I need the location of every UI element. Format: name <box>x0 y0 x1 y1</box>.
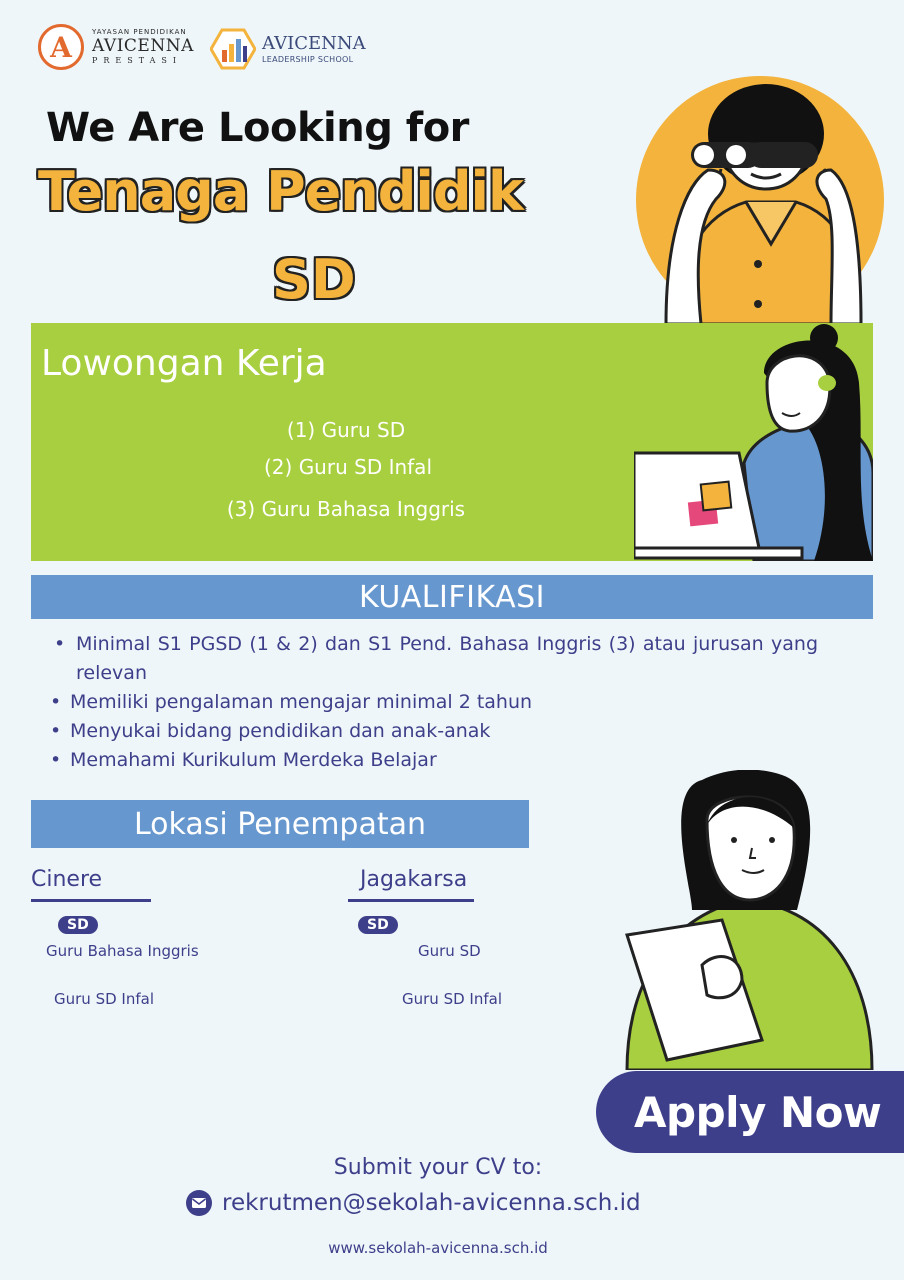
apply-now-button[interactable] <box>596 1071 904 1153</box>
laptop-woman-illustration <box>634 323 873 561</box>
lokasi-title: Lokasi Penempatan <box>133 806 427 842</box>
location-name-cinere: Cinere <box>31 867 103 892</box>
location-job-item: Guru Bahasa Inggris <box>46 942 199 960</box>
logo-school-sub: LEADERSHIP SCHOOL <box>262 54 354 64</box>
location-underline <box>31 899 151 902</box>
headline-line2: Tenaga Pendidik <box>38 160 523 223</box>
list-item: • Menyukai bidang pendidikan dan anak-anak <box>48 717 818 746</box>
position-item: (3) Guru Bahasa Inggris <box>226 497 466 521</box>
headline-line3: SD <box>272 248 356 311</box>
logo-yayasan-main: AVICENNA <box>92 36 194 56</box>
position-item: (2) Guru SD Infal <box>264 455 432 479</box>
list-item: • Minimal S1 PGSD (1 & 2) dan S1 Pend. Bahasa Inggris (3) atau jurusan yang relevan <box>48 630 818 688</box>
location-name-jagakarsa: Jagakarsa <box>360 867 468 892</box>
kualifikasi-header <box>31 575 873 619</box>
avicenna-a-logo-icon: A <box>38 24 84 70</box>
school-logo <box>210 28 366 70</box>
email-row[interactable] <box>186 1190 641 1216</box>
logo-yayasan-bottom: PRESTASI <box>92 56 183 65</box>
apply-now-label: Apply Now <box>634 1087 882 1137</box>
location-job-item: Guru SD Infal <box>54 990 154 1008</box>
submit-cv-text: Submit your CV to: <box>333 1155 543 1180</box>
list-item: • Memiliki pengalaman mengajar minimal 2 tahun <box>48 688 818 717</box>
envelope-icon <box>186 1190 212 1216</box>
kualifikasi-list <box>48 630 818 775</box>
lowongan-title: Lowongan Kerja <box>41 343 327 384</box>
list-item: • Memahami Kurikulum Merdeka Belajar <box>48 746 818 775</box>
location-job-item: Guru SD Infal <box>402 990 502 1008</box>
website-link[interactable]: www.sekolah-avicenna.sch.id <box>328 1239 548 1257</box>
bar-chart-hexagon-icon <box>210 28 256 70</box>
kualifikasi-title: KUALIFIKASI <box>358 579 546 615</box>
headline-line1: We Are Looking for <box>46 105 469 151</box>
logo-yayasan-top: YAYASAN PENDIDIKAN <box>92 28 187 36</box>
lokasi-header <box>31 800 529 848</box>
level-badge: SD <box>58 916 98 934</box>
woman-with-paper-illustration <box>622 770 878 1070</box>
email-link[interactable]: rekrutmen@sekolah-avicenna.sch.id <box>222 1190 641 1216</box>
level-badge: SD <box>358 916 398 934</box>
yayasan-logo <box>38 24 194 70</box>
location-underline <box>348 899 474 902</box>
logo-school-main: AVICENNA <box>262 32 366 54</box>
position-item: (1) Guru SD <box>286 418 406 442</box>
location-job-item: Guru SD <box>418 942 481 960</box>
binoculars-person-illustration <box>636 74 886 324</box>
